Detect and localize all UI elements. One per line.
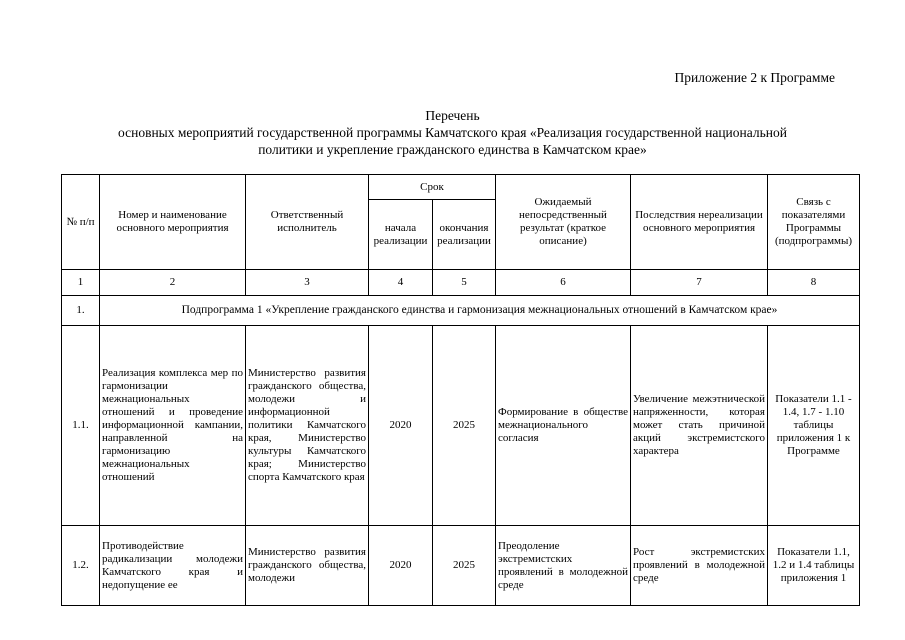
row-end: 2025 <box>433 526 496 606</box>
row-name: Реализация комплекса мер по гармонизации межнациональных отношений и проведение информационной кампании, направленной на гармонизацию межнациональных отношений <box>100 326 246 526</box>
subprogram-row <box>62 296 860 326</box>
title-line-1: Перечень <box>425 108 480 123</box>
title-line-2: основных мероприятий государственной программы Камчатского края «Реализация государственной национальной <box>118 125 787 140</box>
column-number-row <box>62 270 860 296</box>
row-result: Формирование в обществе межнационального согласия <box>496 326 631 526</box>
header-num: № п/п <box>62 175 100 270</box>
header-consequences: Последствия нереализации основного мероприятия <box>631 175 768 270</box>
col-number-7: 7 <box>631 270 768 296</box>
header-term: Срок <box>369 175 496 200</box>
col-number-4: 4 <box>369 270 433 296</box>
row-start: 2020 <box>369 526 433 606</box>
document-title <box>60 107 845 158</box>
row-name: Противодействие радикализации молодежи Камчатского края и недопущение ее <box>100 526 246 606</box>
row-link: Показатели 1.1, 1.2 и 1.4 таблицы приложения 1 <box>768 526 860 606</box>
table-row <box>62 526 860 606</box>
measures-table <box>61 174 860 606</box>
row-num: 1.1. <box>62 326 100 526</box>
col-number-6: 6 <box>496 270 631 296</box>
header-row-1 <box>62 175 860 200</box>
row-link: Показатели 1.1 - 1.4, 1.7 - 1.10 таблицы приложения 1 к Программе <box>768 326 860 526</box>
appendix-label: Приложение 2 к Программе <box>674 70 835 85</box>
row-responsible: Министерство развития гражданского общества, молодежи и информационной политики Камчатского края, Министерство культуры Камчатского края; Министерство спорта Камчатского края <box>246 326 369 526</box>
header-name: Номер и наименование основного мероприятия <box>100 175 246 270</box>
row-num: 1.2. <box>62 526 100 606</box>
header-result: Ожидаемый непосредственный результат (краткое описание) <box>496 175 631 270</box>
row-consequences: Увеличение межэтнической напряженности, которая может стать причиной акций экстремистского характера <box>631 326 768 526</box>
header-start: начала реализации <box>369 200 433 270</box>
header-link: Связь с показателями Программы (подпрограммы) <box>768 175 860 270</box>
col-number-5: 5 <box>433 270 496 296</box>
row-end: 2025 <box>433 326 496 526</box>
col-number-2: 2 <box>100 270 246 296</box>
header-end: окончания реализации <box>433 200 496 270</box>
title-line-3: политики и укрепление гражданского единства в Камчатском крае» <box>258 142 647 157</box>
table-row <box>62 326 860 526</box>
col-number-1: 1 <box>62 270 100 296</box>
subprogram-num: 1. <box>62 296 100 326</box>
row-consequences: Рост экстремистских проявлений в молодежной среде <box>631 526 768 606</box>
row-start: 2020 <box>369 326 433 526</box>
col-number-8: 8 <box>768 270 860 296</box>
row-responsible: Министерство развития гражданского общества, молодежи <box>246 526 369 606</box>
subprogram-title: Подпрограмма 1 «Укрепление гражданского единства и гармонизация межнациональных отношений в Камчатском крае» <box>100 296 860 326</box>
col-number-3: 3 <box>246 270 369 296</box>
header-responsible: Ответственный исполнитель <box>246 175 369 270</box>
row-result: Преодоление экстремистских проявлений в молодежной среде <box>496 526 631 606</box>
